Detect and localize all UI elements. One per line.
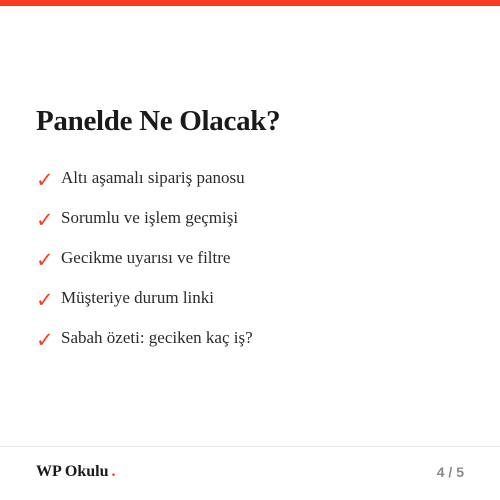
footer-divider (0, 446, 500, 447)
list-item (36, 198, 253, 238)
list-item-label: Gecikme uyarısı ve filtre (61, 248, 231, 267)
page-number: 4 / 5 (436, 464, 464, 480)
list-item (36, 158, 253, 198)
list-item (36, 318, 253, 358)
accent-top-bar (0, 0, 500, 6)
list-item (36, 238, 253, 278)
list-item-label: Sabah özeti: geciken kaç iş? (61, 328, 253, 347)
brand-dot: . (111, 463, 116, 480)
check-icon: ✓ (36, 167, 54, 192)
list-item (36, 278, 253, 318)
brand-logo (36, 463, 115, 481)
slide-title: Panelde Ne Olacak? (36, 105, 281, 137)
list-item-label: Sorumlu ve işlem geçmişi (61, 208, 239, 227)
check-icon: ✓ (36, 247, 54, 272)
check-icon: ✓ (36, 207, 54, 232)
check-icon: ✓ (36, 327, 54, 352)
check-icon: ✓ (36, 287, 54, 312)
feature-list (36, 158, 253, 358)
list-item-label: Altı aşamalı sipariş panosu (61, 168, 245, 187)
list-item-label: Müşteriye durum linki (61, 288, 214, 307)
brand-name: WP Okulu (36, 463, 109, 480)
